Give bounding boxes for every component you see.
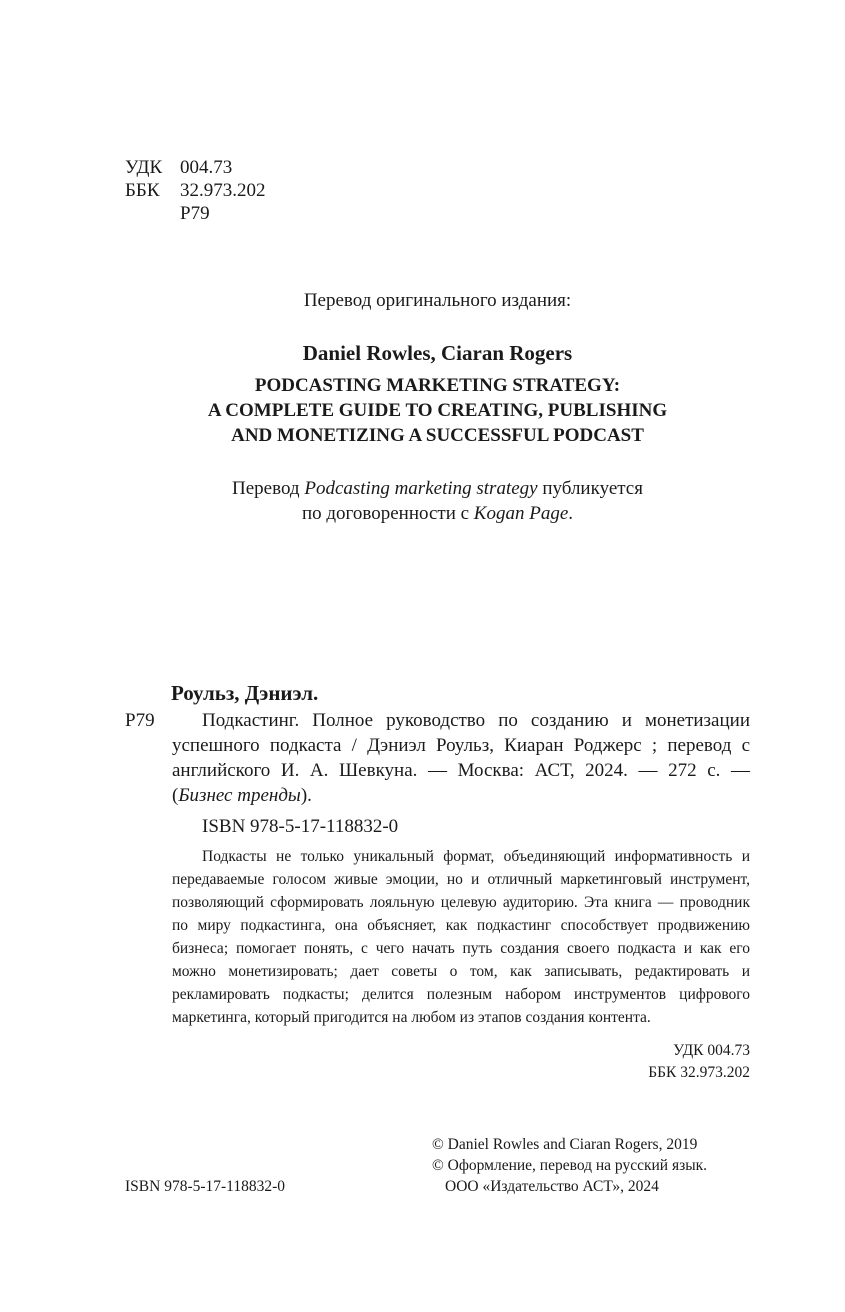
udk-label: УДК — [125, 157, 163, 178]
license-line-1 — [125, 476, 750, 501]
license-text: Перевод — [232, 478, 305, 499]
license-original-title: Podcasting marketing strategy — [304, 478, 538, 499]
series-title: Бизнес тренды — [178, 785, 301, 806]
license-note — [125, 476, 750, 526]
original-authors: Daniel Rowles, Ciaran Rogers — [302, 341, 573, 365]
bbk-value: 32.973.202 — [180, 180, 266, 201]
annotation: Подкасты не только уникальный формат, объединяющий информативность и передаваемые голосом живые эмоции, но и отличный маркетинговый инструмент, позволяющий сформировать лояльную целевую аудиторию. Эта книга — проводник по миру подкастинга, она объясняет, как подкастинг способствует продвижению бизнеса; помогает понять, с чего начать путь создания своего подкаста и как его можно монетизировать; дает советы о том, как записывать, редактировать и рекламировать подкасты; делится полезным набором инструментов цифрового маркетинга, который пригодится на любом из этапов создания контента. — [172, 848, 750, 1026]
original-title-line: A COMPLETE GUIDE TO CREATING, PUBLISHING — [207, 400, 668, 421]
license-text: . — [568, 503, 574, 524]
license-text: публикуется — [537, 478, 643, 499]
original-title-line: AND MONETIZING A SUCCESSFUL PODCAST — [231, 425, 644, 446]
isbn-main: ISBN 978-5-17-118832-0 — [202, 816, 399, 837]
classification-codes — [125, 156, 266, 225]
original-title-line: PODCASTING MARKETING STRATEGY: — [254, 375, 621, 396]
udk-value: 004.73 — [180, 157, 233, 178]
license-text: по договоренности с — [301, 503, 474, 524]
author-sign: Р79 — [180, 203, 210, 224]
original-title — [125, 373, 750, 448]
copyright-block — [432, 1134, 707, 1197]
copyright-publisher: © Оформление, перевод на русский язык. — [432, 1157, 708, 1174]
license-publisher: Kogan Page — [473, 503, 569, 524]
udk-footer: УДК 004.73 — [673, 1042, 750, 1059]
copyright-authors: © Daniel Rowles and Ciaran Rogers, 2019 — [432, 1136, 698, 1153]
author-sign-row — [125, 202, 266, 225]
description-text: Подкастинг. Полное руководство по созданию и монетизации успешного подкаста / Дэниэл Роульз, Киаран Роджерс ; перевод с английского И. А. Шевкуна. — Москва: АСТ, 2024. — 272 с. — ( — [172, 710, 750, 806]
udk-row — [125, 156, 266, 179]
author-heading: Роульз, Дэниэл. — [171, 681, 319, 705]
license-line-2 — [125, 501, 750, 526]
codes-footer — [500, 1040, 750, 1084]
bbk-row — [125, 179, 266, 202]
catalog-code: Р79 — [125, 710, 155, 731]
bbk-footer: ББК 32.973.202 — [648, 1064, 750, 1081]
bibliographic-description — [172, 708, 750, 808]
original-edition-label: Перевод оригинального издания: — [303, 290, 572, 311]
bbk-label: ББК — [125, 180, 160, 201]
copyright-publisher-name: ООО «Издательство АСТ», 2024 — [445, 1178, 659, 1195]
description-end: ). — [300, 785, 312, 806]
isbn-footer: ISBN 978-5-17-118832-0 — [125, 1178, 286, 1195]
